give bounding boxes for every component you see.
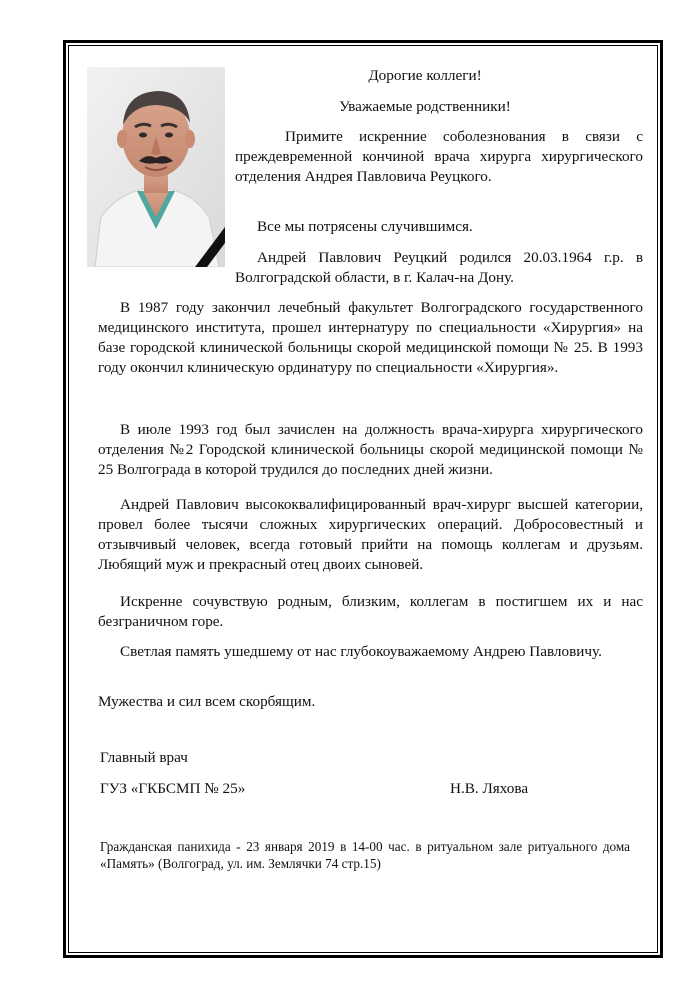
signature-title: Главный врач <box>100 749 188 766</box>
closing-paragraph: Мужества и сил всем скорбящим. <box>98 693 316 710</box>
portrait-photo <box>87 67 225 267</box>
memory-paragraph: Светлая память ушедшему от нас глубокоуважаемому Андрею Павловичу. <box>120 643 602 660</box>
character-paragraph: Андрей Павлович высококвалифицированный врач-хирург высшей категории, провел более тысячи сложных хирургических операций. Добросовестный и отзывчивый человек, всегда готовый прийти на помощь коллегам и друзьям. Любящий муж и прекрасный отец двоих сыновей. <box>98 496 643 573</box>
career-paragraph: В июле 1993 год был зачислен на должность врача-хирурга хирургического отделения №2 Городской клинической больницы скорой медицинской помощи № 25 Волгограда в которой трудился до последних дней жизни. <box>98 421 643 478</box>
funeral-notice: Гражданская панихида - 23 января 2019 в 14-00 час. в ритуальном зале ритуального дома «Память» (Волгоград, ул. им. Землячки 74 стр.15) <box>100 839 630 871</box>
condolence-paragraph: Примите искренние соболезнования в связи с преждевременной кончиной врача хирурга хирургического отделения Андрея Павловича Реуцкого. <box>235 128 643 185</box>
greeting-colleagues: Дорогие коллеги! <box>368 67 482 84</box>
shock-paragraph: Все мы потрясены случившимся. <box>257 218 473 235</box>
sympathy-paragraph: Искренне сочувствую родным, близким, коллегам в постигшем их и нас безграничном горе. <box>98 593 643 630</box>
signature-name: Н.В. Ляхова <box>450 780 529 797</box>
education-paragraph: В 1987 году закончил лечебный факультет Волгоградского государственного медицинского института, прошел интернатуру по специальности «Хирургия» на базе городской клинической больницы скорой медицинской помощи № 25. В 1993 году окончил клиническую ординатуру по специальности «Хирургия». <box>98 299 643 376</box>
portrait-image <box>87 67 225 267</box>
greeting-relatives: Уважаемые родственники! <box>339 98 511 115</box>
signature-organization: ГУЗ «ГКБСМП № 25» <box>100 780 246 797</box>
birth-paragraph: Андрей Павлович Реуцкий родился 20.03.1964 г.р. в Волгоградской области, в г. Калач-на Дону. <box>235 249 643 286</box>
